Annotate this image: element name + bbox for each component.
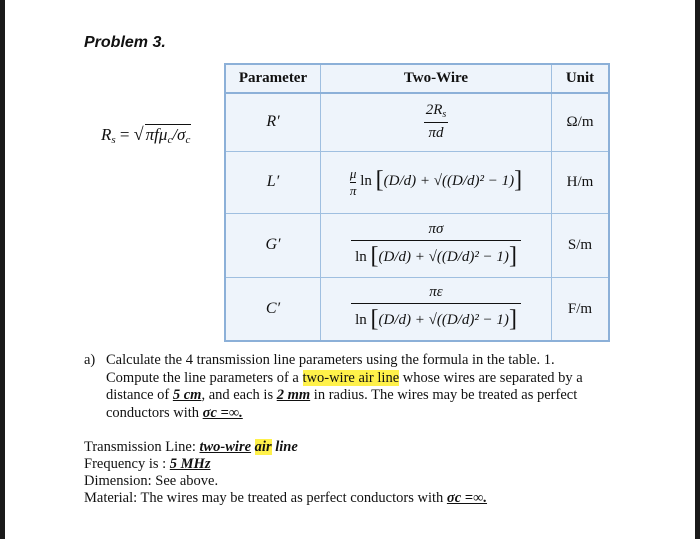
header-two-wire: Two-Wire bbox=[321, 64, 552, 93]
radius-value: 2 mm bbox=[276, 387, 311, 403]
param-g: G′ bbox=[225, 213, 321, 277]
window-edge-left bbox=[0, 0, 5, 539]
unit-r: Ω/m bbox=[552, 93, 610, 151]
highlight-two-wire-air-line: two-wire air line bbox=[302, 369, 400, 386]
formula-c: $\frac{\pi\varepsilon}{\text{ln [(D/d) + √((D/d)² − 1)]}}$ bbox=[321, 277, 552, 341]
unit-c: F/m bbox=[552, 277, 610, 341]
line-parameters-table bbox=[224, 63, 610, 342]
unit-l: H/m bbox=[552, 151, 610, 213]
question-a bbox=[84, 352, 604, 422]
distance-value: 5 cm bbox=[172, 387, 202, 403]
question-a-text: Calculate the 4 transmission line parameters using the formula in the table. 1. Compute the line parameters of a two-wire air line whose wires are separated by a distance of 5 cm, and each is 2 mm in radius. The wires may be treated as perfect conductors with σc =∞. bbox=[106, 352, 583, 421]
formula-g: $\frac{\pi\sigma}{\text{ln [(D/d) + √((D/d)² − 1)]}}$ bbox=[321, 213, 552, 277]
frequency-row: Frequency is : 5 MHz bbox=[84, 456, 211, 472]
table-row-l bbox=[225, 151, 609, 213]
surface-resistance-formula: $R_s$ = √ $\pi f\mu_c/\sigma_c$ bbox=[101, 124, 191, 146]
window-edge-right bbox=[695, 0, 700, 539]
problem-info bbox=[84, 439, 487, 507]
formula-r: $\frac{2R_s}{\pi d}$ bbox=[321, 93, 552, 151]
conductivity-value: σc =∞. bbox=[202, 404, 243, 421]
question-a-label: a) bbox=[84, 352, 96, 368]
material-row: Material: The wires may be treated as perfect conductors with σc =∞. bbox=[84, 490, 488, 506]
param-l: L′ bbox=[225, 151, 321, 213]
table-row-c bbox=[225, 277, 609, 341]
header-parameter: Parameter bbox=[225, 64, 321, 93]
unit-g: S/m bbox=[552, 213, 610, 277]
formula-l: $\frac{\mu}{\pi}$ ln [(D/d) + √((D/d)² − 1)] bbox=[321, 151, 552, 213]
problem-title: Problem 3. bbox=[84, 34, 166, 51]
table-row-r bbox=[225, 93, 609, 151]
table-header-row bbox=[225, 64, 609, 93]
header-unit: Unit bbox=[552, 64, 610, 93]
param-c: C′ bbox=[225, 277, 321, 341]
transmission-line-row: Transmission Line: two-wire air line bbox=[84, 439, 298, 455]
param-r: R′ bbox=[225, 93, 321, 151]
table-row-g bbox=[225, 213, 609, 277]
dimension-row: Dimension: See above. bbox=[84, 473, 219, 489]
